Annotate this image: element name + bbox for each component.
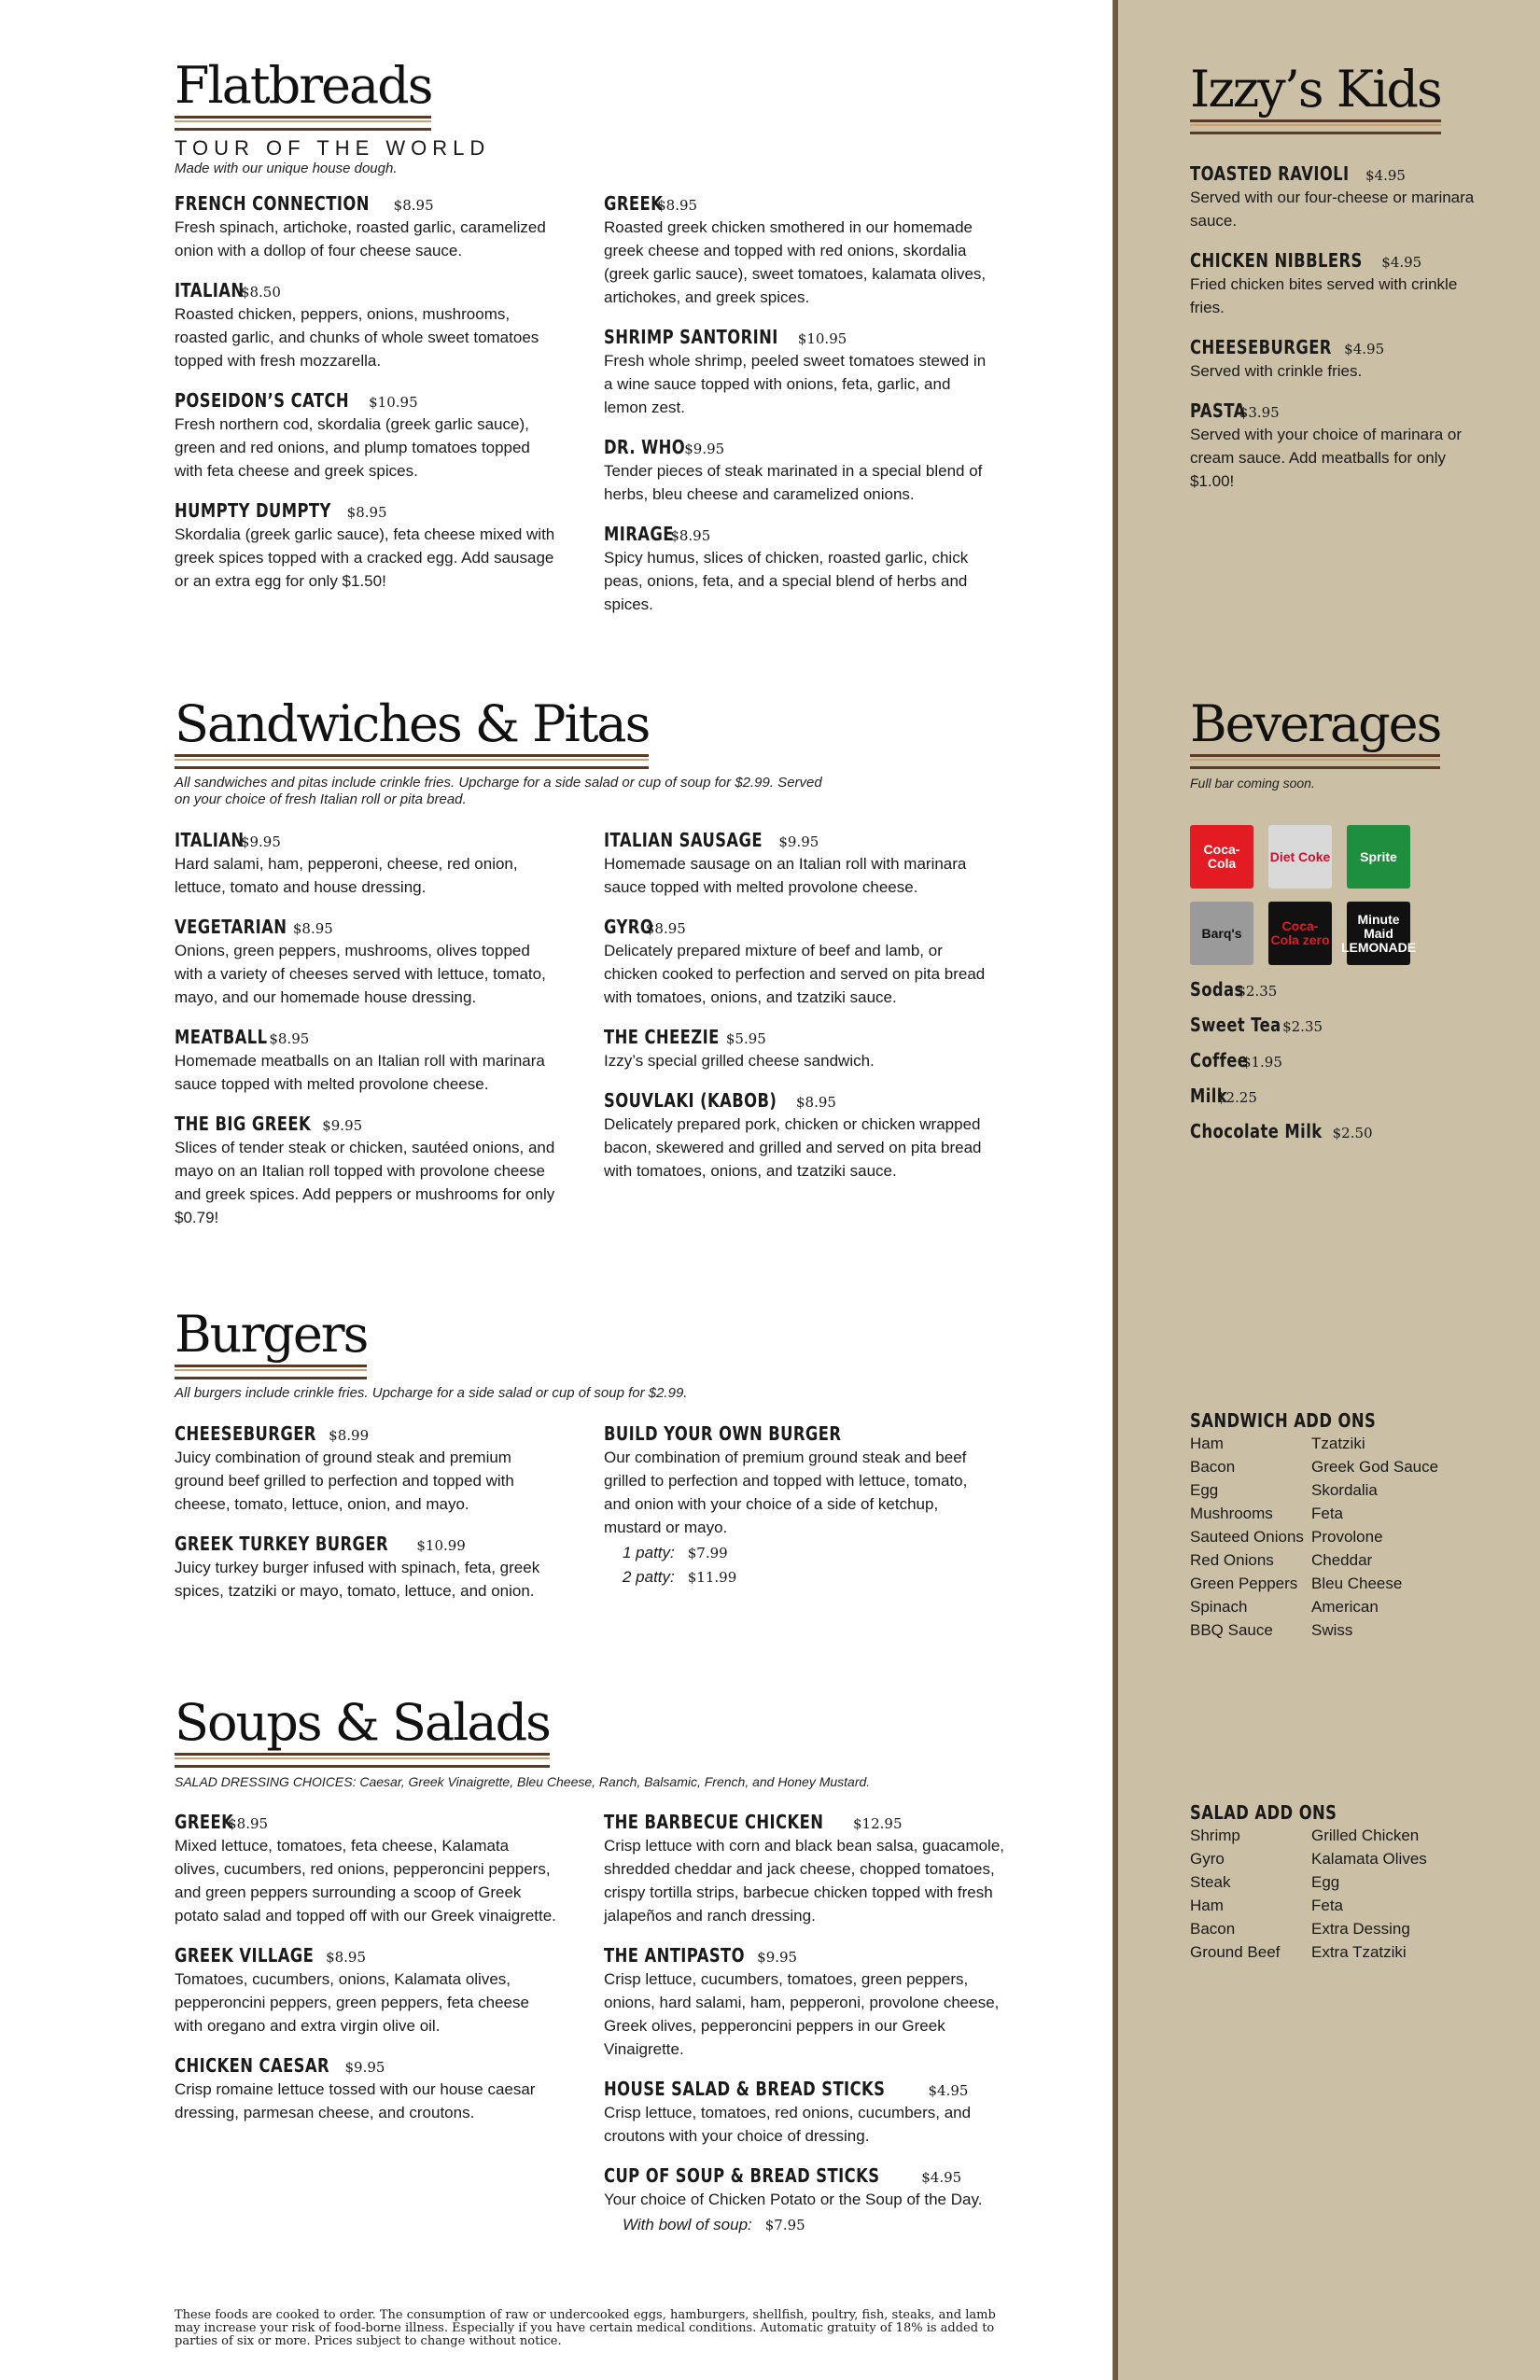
addon-item: Ham	[1190, 1435, 1224, 1452]
menu-item	[175, 1422, 557, 1516]
burger-size-row	[604, 1541, 987, 1565]
menu-item	[1190, 399, 1489, 493]
menu-item-description: Crisp lettuce, cucumbers, tomatoes, green peppers, onions, hard salami, ham, pepperoni, provolone cheese, Greek olives, pepperoncini peppers in our Greek Vinaigrette.	[604, 1970, 1000, 2058]
menu-item-name: THE CHEEZIE	[604, 1026, 720, 1048]
beverage-logo: Barq's	[1190, 902, 1253, 965]
menu-item	[604, 1026, 987, 1072]
menu-item-name: GREEK TURKEY BURGER	[175, 1533, 389, 1555]
menu-item-header	[175, 916, 557, 938]
menu-item-name: SOUVLAKI (KABOB)	[604, 1089, 777, 1112]
beverage-logo: Minute Maid LEMONADE	[1347, 902, 1410, 965]
size-price: $7.99	[687, 1545, 728, 1561]
menu-item	[604, 1089, 987, 1183]
soups-right-column	[604, 1811, 1005, 2237]
menu-item-price: $8.95	[228, 1815, 269, 1832]
beverage-item	[1190, 1120, 1489, 1142]
menu-item	[604, 436, 987, 506]
menu-item-description: Tender pieces of steak marinated in a special blend of herbs, bleu cheese and caramelized onions.	[604, 462, 983, 503]
beverage-list	[1190, 978, 1489, 1142]
menu-item-description: Mixed lettuce, tomatoes, feta cheese, Kalamata olives, cucumbers, red onions, pepperoncini peppers, and green peppers surrounding a scoop of Greek potato salad and topped off with our Greek vinaigrette.	[175, 1837, 556, 1925]
menu-item	[175, 1113, 557, 1229]
sandwiches-section	[175, 694, 1015, 1226]
menu-item-description: Juicy combination of ground steak and premium ground beef grilled to perfection and topped with cheese, tomato, lettuce, onion, and mayo.	[175, 1449, 514, 1513]
beverage-item	[1190, 978, 1489, 1001]
addon-item: Extra Tzatziki	[1311, 1943, 1407, 1961]
sandwiches-right-column	[604, 829, 987, 1199]
menu-item	[175, 192, 557, 262]
menu-item-header	[175, 279, 557, 301]
menu-item	[175, 829, 557, 899]
menu-item-name: THE BIG GREEK	[175, 1113, 312, 1135]
flatbreads-note: Made with our unique house dough.	[175, 161, 398, 176]
kids-list	[1190, 162, 1489, 493]
addon-item: Steak	[1190, 1873, 1231, 1891]
menu-item-name: POSEIDON’S CATCH	[175, 389, 350, 412]
menu-item-description: Delicately prepared pork, chicken or chicken wrapped bacon, skewered and grilled and served on pita bread with tomatoes, onions, and tzatziki sauce.	[604, 1115, 982, 1180]
sandwich-addons-section	[1190, 1409, 1489, 1642]
menu-item	[175, 2054, 557, 2124]
menu-item-name: GREEK VILLAGE	[175, 1944, 315, 1967]
menu-item	[604, 523, 987, 616]
menu-item-description: Crisp lettuce, tomatoes, red onions, cucumbers, and croutons with your choice of dressing.	[604, 2104, 972, 2145]
soups-note: SALAD DRESSING CHOICES: Caesar, Greek Vinaigrette, Bleu Cheese, Ranch, Balsamic, French, and Honey Mustard.	[175, 1774, 871, 1789]
menu-item-description: Tomatoes, cucumbers, onions, Kalamata olives, pepperoncini peppers, green peppers, feta cheese with oregano and extra virgin olive oil.	[175, 1970, 529, 2035]
title-rule	[175, 1753, 550, 1768]
beverages-section	[1190, 696, 1489, 1155]
menu-item-description: Crisp lettuce with corn and black bean salsa, guacamole, shredded cheddar and jack cheese, chopped tomatoes, crispy tortilla strips, barbecue chicken topped with fresh jalapeños and ranch dressing.	[604, 1837, 1005, 1925]
menu-item-header	[175, 1811, 557, 1833]
beverage-price: $2.35	[1282, 1018, 1323, 1035]
menu-item-description: Delicately prepared mixture of beef and lamb, or chicken cooked to perfection and served on pita bread with tomatoes, onions, and tzatziki sauce.	[604, 942, 986, 1006]
menu-item	[604, 829, 987, 899]
menu-item-description: Served with your choice of marinara or cream sauce. Add meatballs for only $1.00!	[1190, 426, 1463, 490]
size-label: 2 patty:	[623, 1568, 675, 1586]
menu-item-name: HOUSE SALAD & BREAD STICKS	[604, 2078, 886, 2100]
addon-item: Sauteed Onions	[1190, 1528, 1304, 1546]
menu-item-description: Hard salami, ham, pepperoni, cheese, red onion, lettuce, tomato and house dressing.	[175, 855, 518, 896]
menu-item-header	[175, 829, 557, 851]
menu-item	[604, 916, 987, 1009]
beverage-logo: Sprite	[1347, 825, 1410, 889]
menu-item-price: $4.95	[1381, 254, 1422, 271]
menu-item-price: $8.95	[670, 527, 711, 544]
menu-item-description: Our combination of premium ground steak and beef grilled to perfection and topped with lettuce, tomato, and onion with your choice of a side of ketchup, mustard or mayo.	[604, 1449, 968, 1536]
bowl-soup-price	[604, 2213, 1005, 2237]
menu-item-header	[175, 1026, 557, 1048]
menu-item-header	[175, 1113, 557, 1135]
menu-item	[175, 1944, 557, 2037]
menu-item-description: Roasted greek chicken smothered in our homemade greek cheese and topped with red onions, skordalia (greek garlic sauce), sweet tomatoes, kalamata olives, artichokes, and greek spices.	[604, 218, 987, 306]
beverage-logo: Diet Coke	[1268, 825, 1332, 889]
menu-item-price: $9.95	[322, 1117, 363, 1134]
beverage-price: $1.95	[1241, 1054, 1282, 1071]
flatbreads-subtitle: TOUR OF THE WORLD	[175, 136, 491, 160]
menu-item-description: Roasted chicken, peppers, onions, mushrooms, roasted garlic, and chunks of whole sweet tomatoes topped with fresh mozzarella.	[175, 305, 539, 370]
beverage-price: $2.50	[1332, 1125, 1373, 1141]
menu-item-price: $8.99	[329, 1427, 370, 1444]
menu-item-header	[1190, 249, 1489, 272]
beverages-note: Full bar coming soon.	[1190, 776, 1315, 791]
burger-sizes	[604, 1541, 987, 1589]
menu-item-name: SHRIMP SANTORINI	[604, 326, 778, 348]
addon-item: Provolone	[1311, 1528, 1383, 1546]
burgers-left-column	[175, 1422, 557, 1619]
menu-item-header	[604, 1811, 1005, 1833]
menu-item	[604, 326, 987, 419]
menu-item-name: ITALIAN	[175, 829, 245, 851]
addon-item: Swiss	[1311, 1621, 1353, 1639]
burgers-title: Burgers	[175, 1305, 368, 1364]
beverage-item	[1190, 1049, 1489, 1071]
menu-item-header	[604, 326, 987, 348]
addon-item: Spinach	[1190, 1598, 1248, 1616]
menu-item-description: Homemade meatballs on an Italian roll with marinara sauce topped with melted provolone cheese.	[175, 1052, 545, 1093]
menu-item-header	[175, 389, 557, 412]
addon-item: Red Onions	[1190, 1551, 1274, 1569]
menu-item-header	[604, 1944, 1005, 1967]
menu-item-name: MIRAGE	[604, 523, 674, 545]
menu-item-name: THE BARBECUE CHICKEN	[604, 1811, 824, 1833]
addon-item: Green Peppers	[1190, 1575, 1298, 1592]
addon-item: Bacon	[1190, 1920, 1236, 1938]
menu-item-description: Fried chicken bites served with crinkle fries.	[1190, 275, 1458, 316]
menu-item-price: $10.95	[369, 394, 418, 411]
beverage-name: Sodas	[1190, 978, 1244, 1001]
soups-right-list	[604, 1811, 1005, 2211]
menu-item-price: $9.95	[778, 833, 819, 850]
salad-addons-section	[1190, 1801, 1489, 1964]
addon-item: Egg	[1311, 1873, 1340, 1891]
menu-item	[604, 2078, 1005, 2148]
menu-item-description: Slices of tender steak or chicken, sautéed onions, and mayo on an Italian roll topped with provolone cheese and greek spices. Add peppers or mushrooms for only $0.79!	[175, 1139, 555, 1226]
addon-item: Ham	[1190, 1897, 1224, 1914]
soups-section	[175, 1693, 1015, 2233]
beverage-name: Sweet Tea	[1190, 1014, 1281, 1036]
flatbreads-left-column	[175, 192, 557, 609]
bowl-label: With bowl of soup:	[623, 2216, 752, 2233]
sandwiches-note: All sandwiches and pitas include crinkle fries. Upcharge for a side salad or cup of soup for $2.99. Served on your choice of fresh Italian roll or pita bread.	[175, 775, 822, 807]
menu-item	[175, 1026, 557, 1096]
menu-item-name: GYRO	[604, 916, 654, 938]
menu-item	[175, 279, 557, 372]
menu-item-description: Your choice of Chicken Potato or the Soup of the Day.	[604, 2191, 983, 2208]
addon-item: Kalamata Olives	[1311, 1850, 1427, 1868]
addon-item: Shrimp	[1190, 1827, 1240, 1844]
menu-item-price: $8.95	[645, 920, 686, 937]
addon-item: Ground Beef	[1190, 1943, 1281, 1961]
menu-item-description: Served with our four-cheese or marinara sauce.	[1190, 189, 1475, 230]
menu-item-price: $12.95	[853, 1815, 903, 1832]
sandwich-addons-grid	[1190, 1432, 1489, 1642]
menu-item-description: Homemade sausage on an Italian roll with marinara sauce topped with melted provolone cheese.	[604, 855, 967, 896]
addon-item: Feta	[1311, 1897, 1344, 1914]
burgers-section	[175, 1305, 1015, 1600]
beverage-price: $2.35	[1237, 983, 1278, 1000]
menu-item-name: CHICKEN CAESAR	[175, 2054, 330, 2077]
soups-left-column	[175, 1811, 557, 2141]
addon-item: BBQ Sauce	[1190, 1621, 1273, 1639]
menu-item-price: $8.95	[346, 504, 387, 521]
beverage-logo: Coca-Cola zero	[1268, 902, 1332, 965]
menu-item	[175, 916, 557, 1009]
menu-item-price: $8.95	[269, 1030, 310, 1047]
menu-item-name: BUILD YOUR OWN BURGER	[604, 1422, 842, 1445]
flatbreads-title: Flatbreads	[175, 56, 432, 115]
menu-item-description: Spicy humus, slices of chicken, roasted garlic, chick peas, onions, feta, and a special blend of herbs and spices.	[604, 549, 969, 613]
menu-item-description: Crisp romaine lettuce tossed with our house caesar dressing, parmesan cheese, and croutons.	[175, 2080, 536, 2121]
menu-item-name: ITALIAN SAUSAGE	[604, 829, 763, 851]
addon-item: Bleu Cheese	[1311, 1575, 1403, 1592]
menu-item-header	[604, 436, 987, 458]
menu-item-description: Juicy turkey burger infused with spinach, feta, greek spices, tzatziki or mayo, tomato, lettuce, and onion.	[175, 1559, 540, 1600]
menu-item-header	[1190, 336, 1489, 358]
burgers-right-list	[604, 1422, 987, 1539]
addon-item: Mushrooms	[1190, 1505, 1273, 1522]
menu-item-price: $9.95	[344, 2059, 385, 2076]
soups-title: Soups & Salads	[175, 1693, 550, 1752]
menu-item-description: Onions, green peppers, mushrooms, olives topped with a variety of cheeses served with lettuce, tomato, mayo, and our homemade house dressing.	[175, 942, 546, 1006]
sandwiches-title: Sandwiches & Pitas	[175, 694, 650, 753]
menu-item-price: $9.95	[684, 441, 725, 457]
menu-item-description: Fresh northern cod, skordalia (greek garlic sauce), green and red onions, and plump tomatoes topped with feta cheese and greek spices.	[175, 415, 530, 480]
menu-item	[1190, 336, 1489, 383]
size-price: $11.99	[687, 1569, 737, 1586]
title-rule	[175, 1365, 367, 1379]
menu-item-price: $10.99	[416, 1537, 466, 1554]
menu-item-header	[604, 1422, 987, 1445]
menu-item-price: $8.95	[796, 1094, 836, 1111]
menu-item-price: $8.95	[657, 197, 698, 214]
menu-item-header	[175, 192, 557, 215]
menu-item-price: $8.50	[240, 284, 281, 301]
size-label: 1 patty:	[623, 1544, 675, 1561]
menu-item-description: Skordalia (greek garlic sauce), feta cheese mixed with greek spices topped with a cracked egg. Add sausage or an extra egg for only $1.50!	[175, 525, 555, 590]
addon-item: Tzatziki	[1311, 1435, 1365, 1452]
menu-item-name: PASTA	[1190, 399, 1246, 422]
menu-item-header	[604, 192, 987, 215]
menu-item-name: CHEESEBURGER	[1190, 336, 1332, 358]
burger-size-row	[604, 1565, 987, 1589]
title-rule	[175, 116, 431, 131]
menu-item	[604, 2164, 1005, 2211]
menu-item-header	[1190, 162, 1489, 185]
menu-item-header	[175, 2054, 557, 2077]
menu-item	[175, 389, 557, 483]
menu-item-name: HUMPTY DUMPTY	[175, 499, 331, 522]
addon-item: Egg	[1190, 1481, 1219, 1499]
menu-item-header	[175, 1944, 557, 1967]
menu-item	[1190, 162, 1489, 232]
menu-item-name: TOASTED RAVIOLI	[1190, 162, 1350, 185]
menu-item-price: $9.95	[240, 833, 281, 850]
menu-item	[604, 192, 987, 309]
beverage-name: Coffee	[1190, 1049, 1249, 1071]
menu-item-price: $9.95	[757, 1949, 798, 1966]
menu-item-name: CUP OF SOUP & BREAD STICKS	[604, 2164, 880, 2187]
sandwich-addons-title: SANDWICH ADD ONS	[1190, 1409, 1377, 1432]
addon-item: Greek God Sauce	[1311, 1458, 1439, 1476]
menu-item-description: Served with crinkle fries.	[1190, 362, 1363, 380]
menu-item-name: VEGETARIAN	[175, 916, 287, 938]
menu-item-header	[604, 1026, 987, 1048]
menu-item-name: GREEK	[604, 192, 664, 215]
beverage-logo-row	[1190, 902, 1489, 965]
menu-item-header	[175, 499, 557, 522]
menu-item-price: $8.95	[393, 197, 434, 214]
beverage-item	[1190, 1085, 1489, 1107]
salad-addons-grid	[1190, 1824, 1489, 1964]
menu-item-name: ITALIAN	[175, 279, 245, 301]
addon-item: American	[1311, 1598, 1379, 1616]
menu-item	[175, 1811, 557, 1927]
menu-item-price: $4.95	[1344, 341, 1385, 357]
title-rule	[1190, 754, 1440, 769]
menu-item-description: Izzy’s special grilled cheese sandwich.	[604, 1052, 875, 1070]
burgers-right-column	[604, 1422, 987, 1589]
menu-item	[175, 1533, 557, 1603]
title-rule	[1190, 119, 1441, 134]
menu-item-price: $8.95	[326, 1949, 367, 1966]
menu-item-header	[1190, 399, 1489, 422]
addon-item: Bacon	[1190, 1458, 1236, 1476]
menu-item-header	[175, 1422, 557, 1445]
addon-item: Grilled Chicken	[1311, 1827, 1420, 1844]
addon-item: Skordalia	[1311, 1481, 1378, 1499]
menu-item-price: $5.95	[725, 1030, 766, 1047]
menu-item-description: Fresh spinach, artichoke, roasted garlic, caramelized onion with a dollop of four cheese sauce.	[175, 218, 546, 259]
menu-item-header	[604, 2164, 1005, 2187]
menu-item-header	[604, 2078, 1005, 2100]
sandwiches-left-column	[175, 829, 557, 1246]
burgers-note: All burgers include crinkle fries. Upcharge for a side salad or cup of soup for $2.99.	[175, 1385, 688, 1401]
menu-item	[604, 1944, 1005, 2061]
menu-item-name: DR. WHO	[604, 436, 686, 458]
title-rule	[175, 754, 649, 769]
menu-item-name: CHICKEN NIBBLERS	[1190, 249, 1363, 272]
menu-item-name: CHEESEBURGER	[175, 1422, 316, 1445]
menu-item-price: $4.95	[921, 2169, 962, 2186]
menu-item-name: GREEK	[175, 1811, 234, 1833]
addon-item: Feta	[1311, 1505, 1344, 1522]
menu-item-price: $4.95	[928, 2082, 969, 2099]
menu-item-description: Fresh whole shrimp, peeled sweet tomatoes stewed in a wine sauce topped with onions, feta, garlic, and lemon zest.	[604, 352, 987, 416]
beverage-item	[1190, 1014, 1489, 1036]
menu-item-name: FRENCH CONNECTION	[175, 192, 370, 215]
beverages-title: Beverages	[1190, 694, 1441, 753]
beverage-name: Chocolate Milk	[1190, 1120, 1323, 1142]
flatbreads-right-column	[604, 192, 987, 633]
menu-item	[1190, 249, 1489, 319]
menu-item-header	[175, 1533, 557, 1555]
menu-item-name: THE ANTIPASTO	[604, 1944, 746, 1967]
menu-item-price: $10.95	[797, 330, 847, 347]
menu-item	[175, 499, 557, 593]
beverage-price: $2.25	[1216, 1089, 1257, 1106]
flatbreads-section	[175, 56, 1015, 613]
beverage-logo: Coca-Cola	[1190, 825, 1253, 889]
addon-item: Extra Dessing	[1311, 1920, 1410, 1938]
salad-addons-title: SALAD ADD ONS	[1190, 1801, 1337, 1824]
beverage-name: Milk	[1190, 1085, 1228, 1107]
footer-disclaimer: These foods are cooked to order. The consumption of raw or undercooked eggs, hamburgers, shellfish, poultry, fish, steaks, and lamb may increase your risk of food-borne illness. Especially if you have certain medical conditions. Automatic gratuity of 18% is added to parties of six or more. Prices subject to change without notice.	[175, 2308, 996, 2348]
menu-item-header	[604, 523, 987, 545]
menu-item	[604, 1422, 987, 1539]
menu-item	[604, 1811, 1005, 1927]
kids-title: Izzy’s Kids	[1190, 60, 1441, 119]
bowl-price: $7.95	[764, 2217, 805, 2233]
addon-item: Gyro	[1190, 1850, 1225, 1868]
addon-item: Cheddar	[1311, 1551, 1373, 1569]
menu-item-header	[604, 916, 987, 938]
menu-item-price: $8.95	[292, 920, 333, 937]
beverage-logos	[1190, 825, 1489, 965]
menu-item-header	[604, 829, 987, 851]
kids-section	[1190, 62, 1489, 510]
menu-item-name: MEATBALL	[175, 1026, 268, 1048]
menu-item-header	[604, 1089, 987, 1112]
beverage-logo-row	[1190, 825, 1489, 889]
menu-item-price: $3.95	[1239, 404, 1280, 421]
menu-item-price: $4.95	[1365, 167, 1406, 184]
